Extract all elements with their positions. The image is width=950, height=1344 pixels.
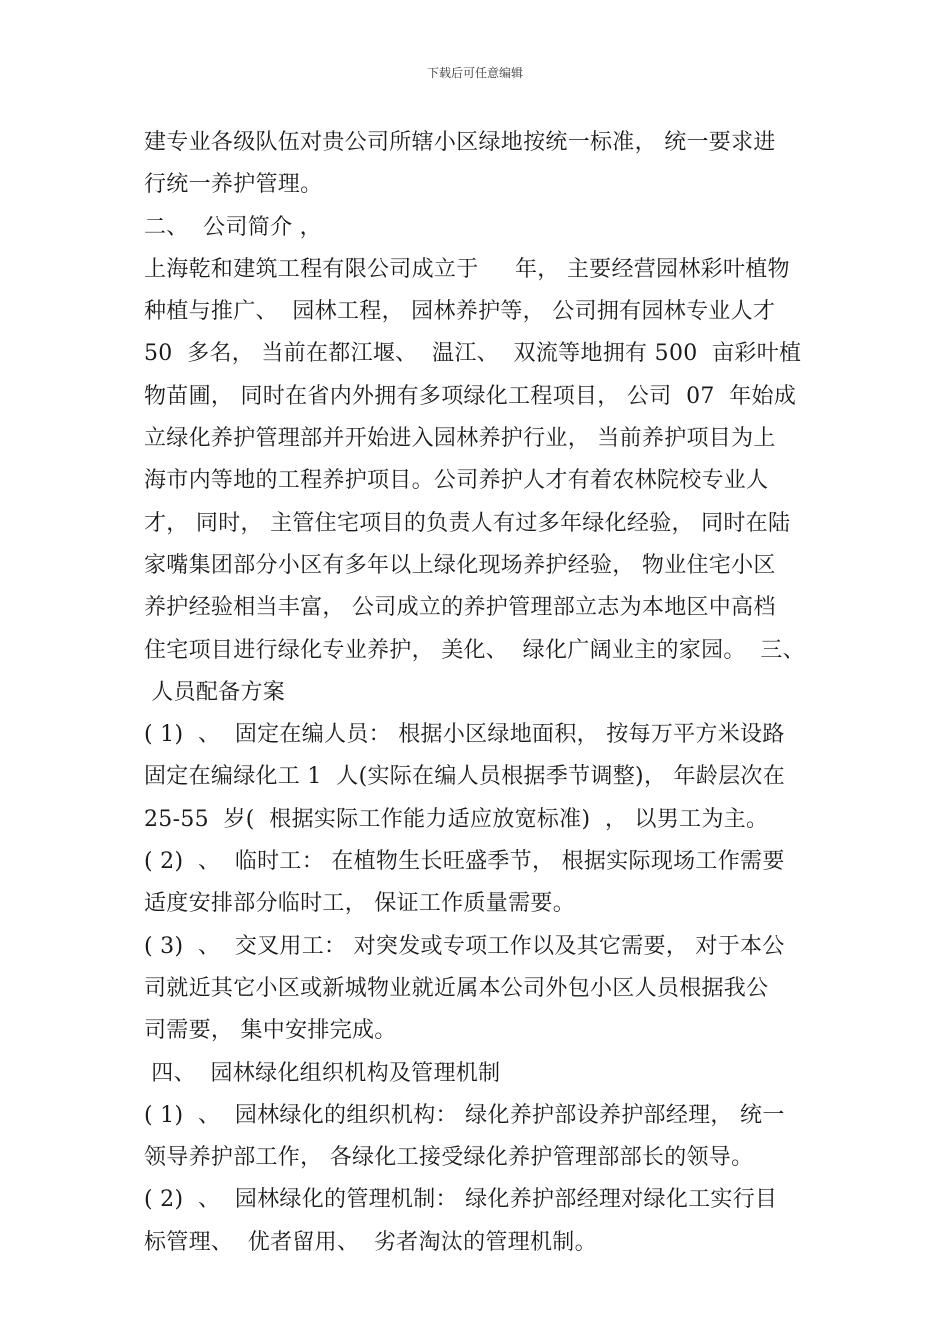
text-line: 适度安排部分临时工， 保证工作质量需要。	[144, 891, 575, 917]
page-header: 下载后可任意编辑	[426, 66, 523, 80]
text-line: 养护经验相当丰富， 公司成立的养护管理部立志为本地区中高档	[144, 595, 776, 621]
text-line: 物苗圃， 同时在省内外拥有多项绿化工程项目， 公司 07 年始成	[144, 383, 797, 409]
text-line: 海市内等地的工程养护项目。公司养护人才有着农林院校专业人	[144, 468, 769, 494]
text-line: 标管理、 优者留用、 劣者淘汰的管理机制。	[144, 1229, 597, 1255]
text-line: 领导养护部工作， 各绿化工接受绿化养护管理部部长的领导。	[144, 1145, 754, 1171]
text-line: 司就近其它小区或新城物业就近属本公司外包小区人员根据我公	[144, 975, 769, 1001]
text-line: 才， 同时， 主管住宅项目的负责人有过多年绿化经验， 同时在陆	[144, 510, 791, 536]
text-line: 立绿化养护管理部并开始进入园林养护行业， 当前养护项目为上	[144, 426, 776, 452]
text-line: 住宅项目进行绿化专业养护， 美化、 绿化广阔业主的家园。 三、	[144, 637, 805, 663]
document-body	[144, 122, 824, 1264]
text-line: 上海乾和建筑工程有限公司成立于 年， 主要经营园林彩叶植物	[144, 256, 790, 282]
text-line: 建专业各级队伍对贵公司所辖小区绿地按统一标准， 统一要求进	[144, 130, 776, 155]
text-line: 种植与推广、 园林工程， 园林养护等， 公司拥有园林专业人才	[144, 299, 776, 325]
section-heading: 二、 公司简介 ，	[144, 214, 322, 240]
text-line: ( 1) 、 园林绿化的组织机构： 绿化养护部设养护部经理， 统一	[144, 1102, 785, 1128]
text-line: ( 2) 、 园林绿化的管理机制： 绿化养护部经理对绿化工实行目	[144, 1187, 778, 1213]
text-line: 司需要， 集中安排完成。	[144, 1018, 397, 1044]
text-line: 50 多名， 当前在都江堰、 温江、 双流等地拥有 500 亩彩叶植	[144, 341, 802, 367]
section-heading: 人员配备方案	[144, 679, 286, 705]
text-line: 行统一养护管理。	[144, 172, 323, 198]
text-line: 固定在编绿化工 1 人(实际在编人员根据季节调整)， 年龄层次在	[144, 764, 786, 790]
text-line: 家嘴集团部分小区有多年以上绿化现场养护经验， 物业住宅小区	[144, 552, 776, 578]
section-heading: 四、 园林绿化组织机构及管理机制	[144, 1060, 501, 1086]
text-line: 25-55 岁( 根据实际工作能力适应放宽标准) ， 以男工为主。	[144, 806, 769, 832]
text-line: ( 2) 、 临时工： 在植物生长旺盛季节， 根据实际现场工作需要	[144, 849, 785, 875]
text-line: ( 1) 、 固定在编人员： 根据小区绿地面积， 按每万平方米设路	[144, 722, 785, 748]
text-line: ( 3) 、 交叉用工： 对突发或专项工作以及其它需要， 对于本公	[144, 933, 785, 959]
